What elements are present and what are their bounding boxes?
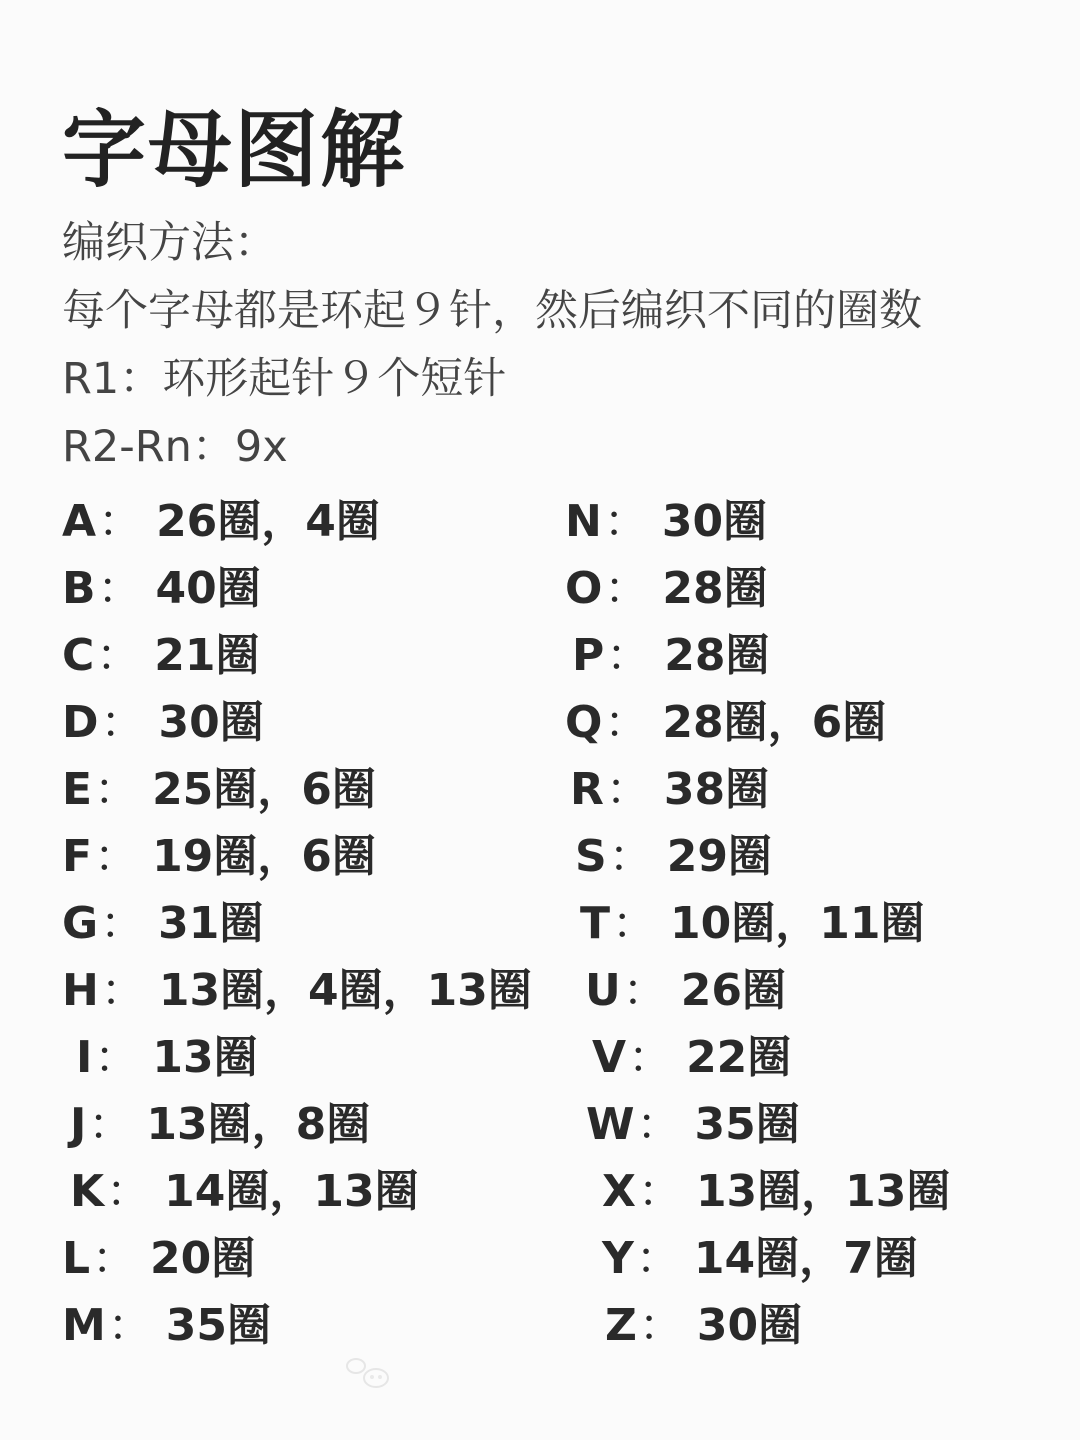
- letter-rounds: 14圈，13圈: [164, 1166, 419, 1217]
- letter-rounds: 20圈: [150, 1233, 256, 1284]
- letter-row: [602, 1229, 918, 1289]
- letter-row: [585, 961, 786, 1021]
- separator: ：: [605, 764, 650, 815]
- letter-row: [76, 1028, 258, 1088]
- letter-rounds: 19圈，6圈: [152, 831, 376, 882]
- letter-rounds: 22圈: [686, 1032, 792, 1083]
- letter-row: [62, 760, 376, 820]
- letter-row: [62, 1296, 271, 1356]
- letter-rounds: 13圈: [152, 1032, 258, 1083]
- letter-rounds: 13圈，8圈: [146, 1099, 371, 1150]
- round-n-instruction: R2-Rn：9x: [62, 422, 288, 472]
- separator: ：: [94, 764, 139, 815]
- separator: ：: [98, 496, 143, 547]
- letter-row: [62, 559, 261, 619]
- letter-label: T: [580, 898, 611, 949]
- letter-label: M: [62, 1300, 106, 1351]
- letter-rounds: 28圈，6圈: [662, 697, 887, 748]
- letter-row: [570, 760, 769, 820]
- separator: ：: [628, 1032, 673, 1083]
- letter-row: [602, 1162, 950, 1222]
- letter-label: I: [76, 1032, 93, 1083]
- letter-label: B: [62, 563, 96, 614]
- separator: ：: [107, 1300, 152, 1351]
- letter-rounds: 13圈，4圈，13圈: [158, 965, 532, 1016]
- letter-label: P: [572, 630, 605, 681]
- letter-label: N: [565, 496, 602, 547]
- letter-rounds: 40圈: [155, 563, 261, 614]
- letter-label: W: [586, 1099, 635, 1150]
- letter-rounds: 35圈: [694, 1099, 800, 1150]
- separator: ：: [604, 563, 649, 614]
- faint-logo-icon: [342, 1352, 396, 1394]
- letter-row: [592, 1028, 791, 1088]
- separator: ：: [635, 1233, 680, 1284]
- separator: ：: [106, 1166, 151, 1217]
- letter-rounds: 13圈，13圈: [695, 1166, 951, 1217]
- letter-rounds: 26圈: [680, 965, 786, 1016]
- letter-row: [586, 1095, 800, 1155]
- letter-label: H: [62, 965, 99, 1016]
- letter-label: S: [575, 831, 607, 882]
- letter-rounds: 21圈: [154, 630, 260, 681]
- letter-rounds: 35圈: [165, 1300, 272, 1351]
- separator: ：: [100, 965, 145, 1016]
- letter-label: U: [585, 965, 621, 1016]
- letter-rounds: 26圈，4圈: [156, 496, 380, 547]
- separator: ：: [100, 697, 145, 748]
- letter-row: [572, 626, 769, 686]
- letter-row: [62, 894, 263, 954]
- letter-row: [70, 1162, 419, 1222]
- letter-label: E: [62, 764, 93, 815]
- letter-row: [575, 827, 772, 887]
- letter-label: Q: [565, 697, 603, 748]
- separator: ：: [96, 630, 141, 681]
- letter-label: C: [62, 630, 95, 681]
- letter-label: K: [70, 1166, 105, 1217]
- letter-rounds: 14圈，7圈: [693, 1233, 918, 1284]
- letter-label: R: [570, 764, 604, 815]
- letter-rounds: 10圈，11圈: [670, 898, 925, 949]
- separator: ：: [94, 831, 139, 882]
- separator: ：: [88, 1099, 133, 1150]
- letter-row: [565, 492, 767, 552]
- separator: ：: [622, 965, 667, 1016]
- round-one-instruction: R1：环形起针９个短针: [62, 354, 507, 404]
- letter-label: V: [592, 1032, 627, 1083]
- letter-label: L: [62, 1233, 91, 1284]
- separator: ：: [92, 1233, 137, 1284]
- letter-rounds: 28圈: [664, 630, 770, 681]
- letter-rounds: 29圈: [666, 831, 772, 882]
- letter-row: [62, 492, 380, 552]
- letter-label: O: [565, 563, 603, 614]
- letter-label: J: [70, 1099, 87, 1150]
- letter-label: A: [62, 496, 97, 547]
- separator: ：: [604, 697, 649, 748]
- letter-row: [62, 693, 264, 753]
- letter-row: [580, 894, 924, 954]
- letter-rounds: 28圈: [662, 563, 768, 614]
- separator: ：: [100, 898, 145, 949]
- letter-row: [62, 961, 532, 1021]
- letter-label: F: [62, 831, 93, 882]
- separator: ：: [97, 563, 142, 614]
- separator: ：: [637, 1166, 682, 1217]
- separator: ：: [612, 898, 657, 949]
- separator: ：: [608, 831, 653, 882]
- separator: ：: [603, 496, 648, 547]
- page-title: 字母图解: [62, 101, 407, 199]
- letter-label: Y: [602, 1233, 634, 1284]
- letter-rounds: 30圈: [158, 697, 264, 748]
- letter-rounds: 31圈: [158, 898, 264, 949]
- letter-label: X: [602, 1166, 636, 1217]
- separator: ：: [94, 1032, 139, 1083]
- letter-rounds: 30圈: [696, 1300, 803, 1351]
- letter-row: [605, 1296, 802, 1356]
- letter-rounds: 38圈: [663, 764, 770, 815]
- separator: ：: [636, 1099, 681, 1150]
- letter-row: [70, 1095, 370, 1155]
- letter-rounds: 30圈: [661, 496, 768, 547]
- letter-row: [62, 626, 260, 686]
- letter-row: [62, 1229, 255, 1289]
- letter-rounds: 25圈，6圈: [152, 764, 376, 815]
- letter-row: [565, 559, 768, 619]
- letter-label: Z: [605, 1300, 637, 1351]
- separator: ：: [638, 1300, 683, 1351]
- method-heading: 编织方法：: [62, 218, 277, 268]
- letter-label: D: [62, 697, 99, 748]
- letter-row: [62, 827, 376, 887]
- separator: ：: [606, 630, 651, 681]
- letter-label: G: [62, 898, 99, 949]
- method-description: 每个字母都是环起９针，然后编织不同的圈数: [62, 286, 922, 336]
- letter-row: [565, 693, 886, 753]
